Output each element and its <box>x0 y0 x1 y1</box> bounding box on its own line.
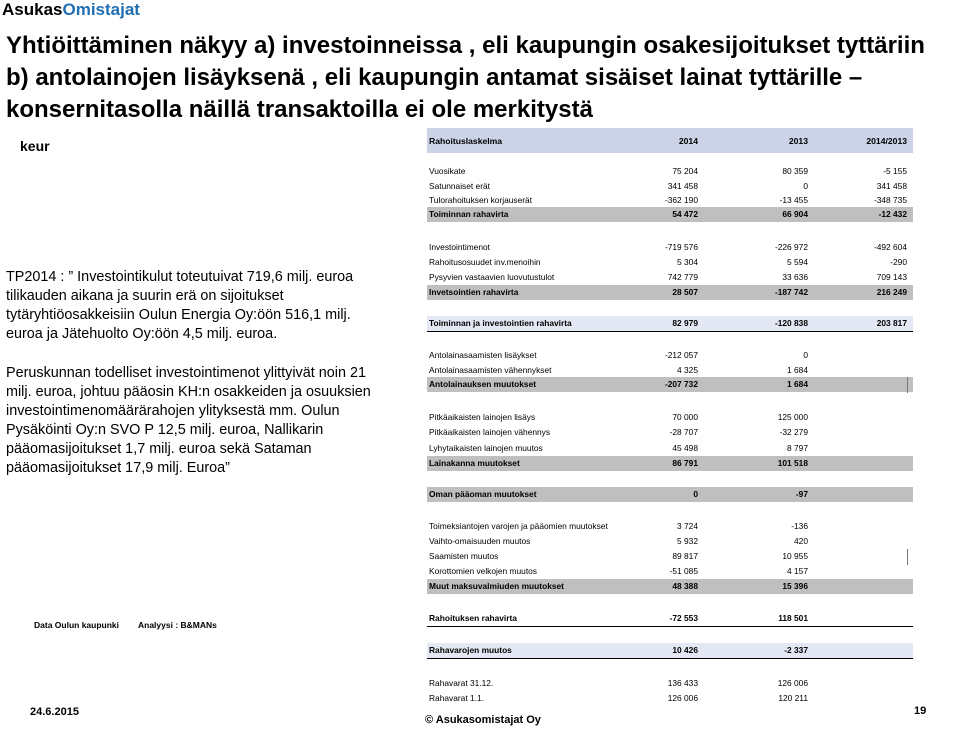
cell-2014: 48 388 <box>672 581 698 591</box>
table-row-subtotal <box>427 285 913 300</box>
cell-2013: -226 972 <box>774 242 808 252</box>
table-row-subtotal <box>427 377 913 392</box>
table-row-total <box>427 611 913 627</box>
cell-2013: -187 742 <box>774 287 808 297</box>
commentary-paragraph-2: Peruskunnan todelliset investointimenot ylittyivät noin 21 milj. euroa, johtuu pääosin KH:n osakkeiden ja osuuksien investointimenomäärärahojen ylityksestä mm. Oulun Pysäköinti Oy:n SVO P 12,5 milj. euroa, Nallikarin pääomasijoitukset 1,7 milj. euroa sekä Sataman pääomasijoitukset 17,9 milj. Euroa” <box>6 365 371 476</box>
row-label: Lyhytaikaisten lainojen muutos <box>429 443 543 453</box>
cell-2013: 0 <box>803 350 808 360</box>
cell-2014: 0 <box>693 489 698 499</box>
row-label: Vaihto-omaisuuden muutos <box>429 536 531 546</box>
logo <box>2 0 140 20</box>
table-row <box>427 193 913 208</box>
table-row <box>427 240 913 255</box>
cell-2013: 125 000 <box>777 412 808 422</box>
table-row <box>427 270 913 285</box>
row-label: Antolainasaamisten vähennykset <box>429 365 552 375</box>
cell-2014: -719 576 <box>664 242 698 252</box>
table-row <box>427 425 913 440</box>
cell-2013: -2 337 <box>784 645 808 655</box>
table-row-subtotal <box>427 487 913 502</box>
cell-2014: -207 732 <box>664 379 698 389</box>
cell-2014: 742 779 <box>667 272 698 282</box>
table-row <box>427 348 913 363</box>
cell-2013: -136 <box>791 521 808 531</box>
cell-2014: 4 325 <box>677 365 698 375</box>
row-label: Satunnaiset erät <box>429 181 490 191</box>
cell-2014: 54 472 <box>672 209 698 219</box>
row-label: Antolainauksen muutokset <box>429 379 537 389</box>
cell-2014: 5 932 <box>677 536 698 546</box>
cell-2013: 80 359 <box>782 166 808 176</box>
cell-2013: 15 396 <box>782 581 808 591</box>
cell-2014: 28 507 <box>672 287 698 297</box>
table-row <box>427 691 913 706</box>
row-label: Antolainasaamisten lisäykset <box>429 350 537 360</box>
cell-2014: 45 498 <box>672 443 698 453</box>
cell-divider <box>907 549 908 565</box>
header-label: Rahoituslaskelma <box>429 136 503 146</box>
table-row-total <box>427 643 913 659</box>
cell-2013: 1 684 <box>787 379 808 389</box>
row-label: Toiminnan ja investointien rahavirta <box>429 318 572 328</box>
row-label: Vuosikate <box>429 166 466 176</box>
row-label: Pitkäaikaisten lainojen lisäys <box>429 412 536 422</box>
cell-2014: 10 426 <box>672 645 698 655</box>
table-row <box>427 363 913 378</box>
cell-2013: -97 <box>795 489 808 499</box>
cell-2013: 66 904 <box>782 209 808 219</box>
cell-2013: 4 157 <box>787 566 808 576</box>
table-row <box>427 410 913 425</box>
footer-date: 24.6.2015 <box>30 706 79 718</box>
cell-2013: 8 797 <box>787 443 808 453</box>
cell-2013: 120 211 <box>778 693 808 703</box>
cell-2014: 126 006 <box>667 693 698 703</box>
cell-2014: -28 707 <box>669 427 698 437</box>
row-label: Toiminnan rahavirta <box>429 209 509 219</box>
cell-2013: 126 006 <box>777 678 808 688</box>
cell-2013: -13 455 <box>779 195 808 205</box>
cell-diff: 216 249 <box>876 287 907 297</box>
cell-2014: 341 458 <box>667 181 698 191</box>
cell-2013: 420 <box>794 536 808 546</box>
table-row-total <box>427 316 913 332</box>
table-row-subtotal <box>427 579 913 594</box>
cell-diff: -12 432 <box>878 209 907 219</box>
data-source-label: Data Oulun kaupunki <box>34 620 120 630</box>
row-label: Korottomien velkojen muutos <box>429 566 537 576</box>
cell-2013: 5 594 <box>787 257 808 267</box>
row-label: Muut maksuvalmiuden muutokset <box>429 581 564 591</box>
table-row <box>427 676 913 691</box>
cell-2013: 10 955 <box>782 551 808 561</box>
row-label: Rahavarat 1.1. <box>429 693 484 703</box>
unit-label: keur <box>20 138 50 154</box>
cell-diff: -5 155 <box>883 166 907 176</box>
cell-2013: -120 838 <box>774 318 808 328</box>
row-label: Tulorahoituksen korjauserät <box>429 195 533 205</box>
cell-2014: 86 791 <box>672 458 698 468</box>
logo-part-2: Omistajat <box>62 0 140 19</box>
cell-2013: 1 684 <box>787 365 808 375</box>
table-row-subtotal <box>427 207 913 222</box>
cell-2014: 70 000 <box>672 412 698 422</box>
table-row <box>427 519 913 534</box>
cell-diff: -290 <box>890 257 907 267</box>
commentary <box>6 268 381 498</box>
cell-2014: -72 553 <box>669 613 698 623</box>
table-row <box>427 179 913 194</box>
analysis-label: Analyysi : B&MANs <box>138 620 217 630</box>
header-col-2014: 2014 <box>678 136 698 146</box>
row-label: Rahavarat 31.12. <box>429 678 494 688</box>
cell-diff: 341 458 <box>876 181 907 191</box>
row-label: Pitkäaikaisten lainojen vähennys <box>429 427 551 437</box>
cell-2014: 82 979 <box>672 318 698 328</box>
table-row <box>427 534 913 549</box>
cell-2014: 75 204 <box>672 166 698 176</box>
table-row <box>427 549 913 564</box>
row-label: Pysyvien vastaavien luovutustulot <box>429 272 555 282</box>
title-line-3: konsernitasolla näillä transaktoilla ei ole merkitystä <box>6 96 593 123</box>
cell-2014: 89 817 <box>672 551 698 561</box>
commentary-paragraph-1: TP2014 : ” Investointikulut toteutuivat 719,6 milj. euroa tilikauden aikana ja suurin erä on sijoitukset tytäryhtiöosakkeisiin Oulun Energia Oy:öön 516,1 milj. euroa ja Jätehuolto Oy:öön 4,5 milj. euroa. <box>6 269 354 342</box>
footer-copyright: © Asukasomistajat Oy <box>425 714 541 726</box>
header-col-2013: 2013 <box>788 136 808 146</box>
cell-diff: 709 143 <box>876 272 907 282</box>
row-label: Invetsointien rahavirta <box>429 287 519 297</box>
row-label: Rahavarojen muutos <box>429 645 512 655</box>
cell-2013: 0 <box>803 181 808 191</box>
title-line-1: Yhtiöittäminen näkyy a) investoinneissa , eli kaupungin osakesijoitukset tyttäriin <box>6 32 925 59</box>
cell-diff: -492 604 <box>873 242 907 252</box>
row-label: Rahoitusosuudet inv.menoihin <box>429 257 541 267</box>
row-label: Lainakanna muutokset <box>429 458 520 468</box>
row-label: Investointimenot <box>429 242 490 252</box>
cell-2014: 3 724 <box>677 521 698 531</box>
table-row <box>427 564 913 579</box>
cell-diff: 203 817 <box>876 318 907 328</box>
row-label: Rahoituksen rahavirta <box>429 613 517 623</box>
header-col-diff: 2014/2013 <box>866 136 907 146</box>
cell-2014: -51 085 <box>669 566 698 576</box>
cell-2014: -362 190 <box>664 195 698 205</box>
cell-2013: -32 279 <box>779 427 808 437</box>
table-row <box>427 164 913 179</box>
cell-2014: 5 304 <box>677 257 698 267</box>
cell-2014: 136 433 <box>667 678 698 688</box>
cell-diff: -348 735 <box>873 195 907 205</box>
slide-title <box>6 30 956 126</box>
cell-2013: 101 518 <box>777 458 808 468</box>
cell-2014: -212 057 <box>664 350 698 360</box>
cell-2013: 118 501 <box>778 613 808 623</box>
table-row-subtotal <box>427 456 913 471</box>
row-label: Toimeksiantojen varojen ja pääomien muutokset <box>429 521 608 531</box>
cell-2013: 33 636 <box>782 272 808 282</box>
table-row <box>427 441 913 456</box>
table-header <box>427 128 913 153</box>
table-row <box>427 255 913 270</box>
logo-part-1: Asukas <box>2 0 63 19</box>
cell-divider <box>907 377 908 393</box>
page-number: 19 <box>914 705 927 717</box>
row-label: Oman pääoman muutokset <box>429 489 537 499</box>
row-label: Saamisten muutos <box>429 551 499 561</box>
title-line-2: b) antolainojen lisäyksenä , eli kaupungin antamat sisäiset lainat tyttärille – <box>6 64 863 91</box>
